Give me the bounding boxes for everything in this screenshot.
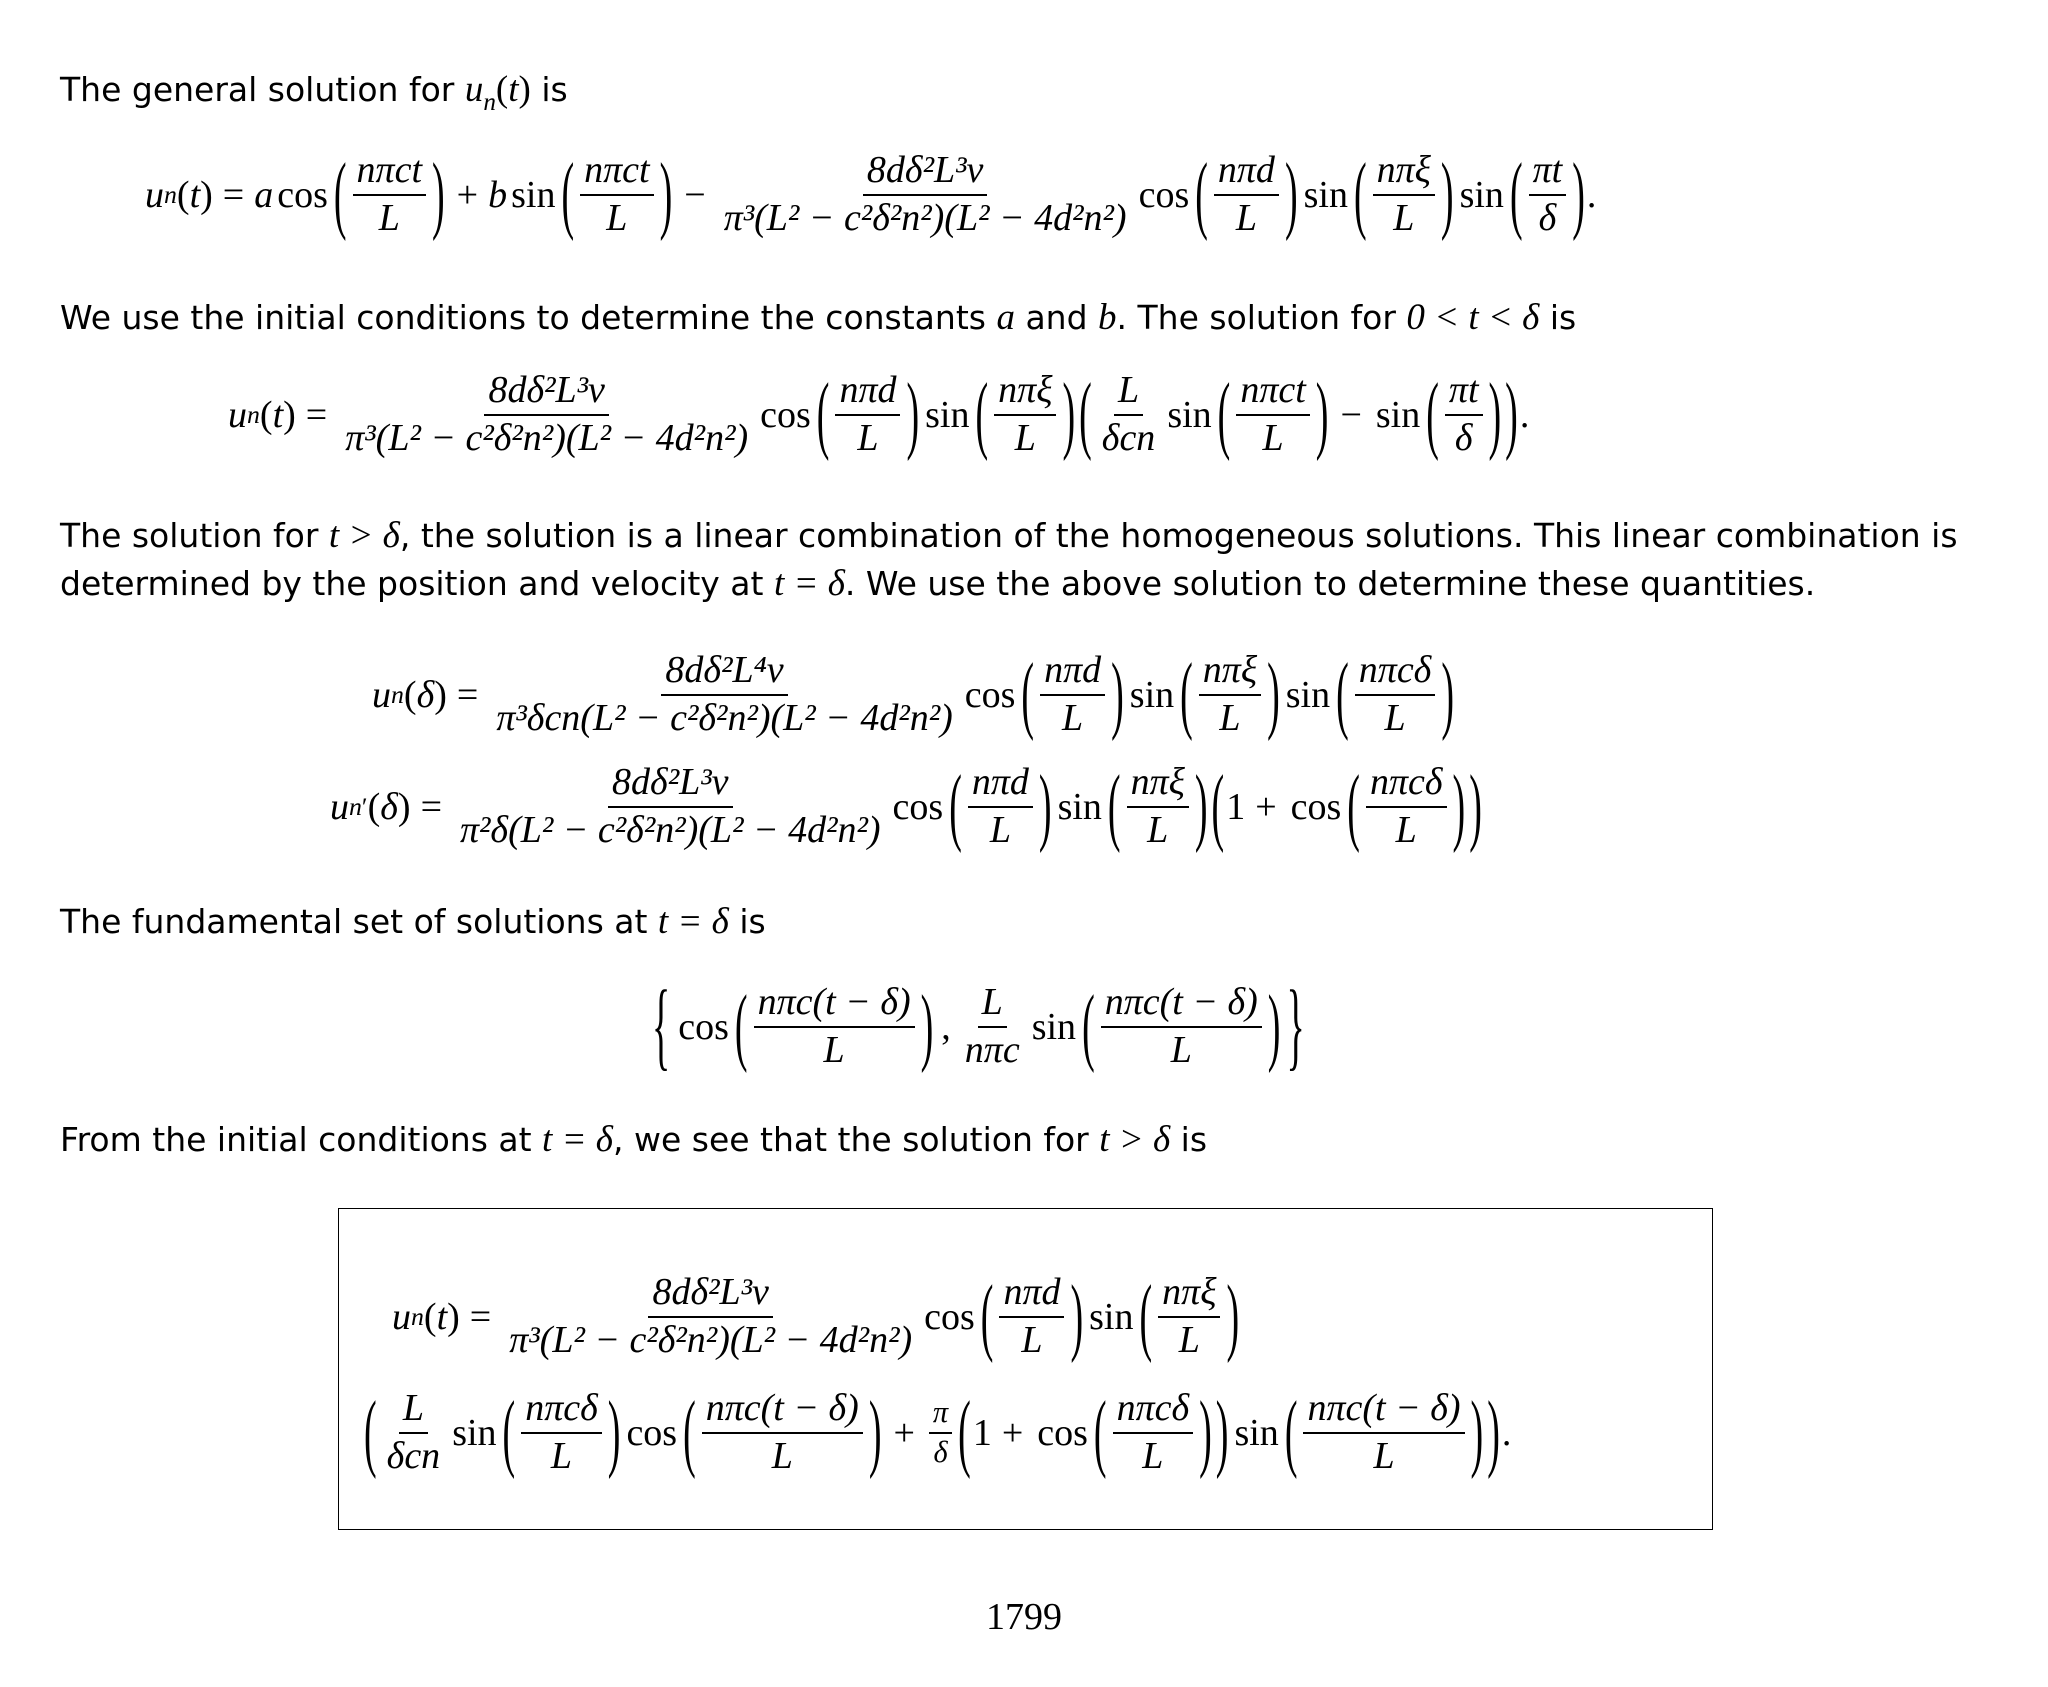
- paragraph-general-solution: [60, 66, 568, 127]
- text: is: [530, 70, 568, 109]
- inline-math: a: [996, 297, 1015, 338]
- text: , the solution is a linear combination of the homogeneous solutions. This linear combination is: [399, 516, 1958, 555]
- equation-solution-0-to-delta: u n ( t ) = $\frac{\text{8dδ²L³v}}{\text{π³(L² − c²δ²n²)(L² − 4d²n²)}}$ cos ( $\frac{\text{nπd}}{L}$ ) sin ( $\frac{\text{nπξ}}{L}$ ) ( $\frac{L}{\text{δcn}}$ sin ( $\frac{\text{nπct}}{L}$ ) − sin ( $\frac{\pi t}{\delta}$ ) ) .: [228, 366, 1530, 464]
- equation-fundamental-set: { cos ( $\frac{\text{nπc(t − δ)}}{L}$ ) , $\frac{L}{\text{nπc}}$ sin ( $\frac{\text{nπc(t − δ)}}{L}$ ) }: [652, 972, 1305, 1082]
- text: From the initial conditions at: [60, 1120, 543, 1159]
- text: . The solution for: [1116, 298, 1407, 337]
- inline-math: t = δ: [542, 1119, 613, 1160]
- equation-position-at-delta: u n ( δ ) = $\frac{\text{8dδ²L⁴v}}{\text{π³δcn(L² − c²δ²n²)(L² − 4d²n²)}}$ cos ( $\frac{\text{nπd}}{L}$ ) sin ( $\frac{\text{nπξ}}{L}$ ) sin ( $\frac{\text{nπcδ}}{L}$ ): [372, 646, 1455, 744]
- equation-general-solution: u n ( t ) = a cos ( $\frac{\text{nπct}}{L}$ ) + b sin ( $\frac{\text{nπct}}{L}$ ) − $\frac{\text{8dδ²L³v}}{\text{π³(L² − c²δ²n²)(L² − 4d²n²)}}$ cos ( $\frac{\text{nπd}}{L}$ ) sin ( $\frac{\text{nπξ}}{L}$ ) sin ( $\frac{\pi t}{\delta}$ ) .: [145, 146, 1597, 244]
- equation-final-line2: ( $\frac{L}{\text{δcn}}$ sin ( $\frac{\text{nπcδ}}{L}$ ) cos ( $\frac{\text{nπc(t − δ)}}{L}$ ) + $\frac{\pi}{\delta}$ ( 1 + cos ( $\frac{\text{nπcδ}}{L}$ ) ) sin ( $\frac{\text{nπc(t − δ)}}{L}$ ) ) .: [364, 1384, 1512, 1482]
- text: The general solution for: [60, 70, 465, 109]
- page-number: 1799: [986, 1596, 1062, 1638]
- text: The solution for: [60, 516, 329, 555]
- inline-math: t = δ: [773, 563, 845, 604]
- equation-velocity-at-delta: u n ′ ( δ ) = $\frac{\text{8dδ²L³v}}{\text{π²δ(L² − c²δ²n²)(L² − 4d²n²)}}$ cos ( $\frac{\text{nπd}}{L}$ ) sin ( $\frac{\text{nπξ}}{L}$ ) ( 1 + cos ( $\frac{\text{nπcδ}}{L}$ ) ): [330, 758, 1482, 856]
- inline-math: t = δ: [657, 901, 729, 942]
- inline-math: t > δ: [1099, 1119, 1171, 1160]
- inline-math: $u_n(t)$: [464, 69, 531, 116]
- inline-math: t > δ: [328, 515, 400, 556]
- text: , we see that the solution for: [613, 1120, 1100, 1159]
- boxed-final-solution: [338, 1208, 1713, 1530]
- inline-math: 0 < t < δ: [1406, 297, 1540, 338]
- equation-final-line1: u n ( t ) = $\frac{\text{8dδ²L³v}}{\text{π³(L² − c²δ²n²)(L² − 4d²n²)}}$ cos ( $\frac{\text{nπd}}{L}$ ) sin ( $\frac{\text{nπξ}}{L}$ ): [392, 1268, 1240, 1366]
- text: The fundamental set of solutions at: [60, 902, 658, 941]
- text: and: [1014, 298, 1099, 337]
- paragraph-homogeneous-line1: [60, 512, 1958, 560]
- paragraph-initial-conditions: [60, 294, 1576, 342]
- text: . We use the above solution to determine these quantities.: [844, 564, 1816, 603]
- text: is: [1539, 298, 1577, 337]
- paragraph-final-solution-intro: [60, 1116, 1207, 1164]
- text: is: [1170, 1120, 1208, 1159]
- text: We use the initial conditions to determine the constants: [60, 298, 997, 337]
- text: determined by the position and velocity at: [60, 564, 774, 603]
- paragraph-fundamental-set: [60, 898, 766, 946]
- text: is: [728, 902, 766, 941]
- inline-math: b: [1098, 297, 1117, 338]
- paragraph-homogeneous-line2: [60, 560, 1815, 608]
